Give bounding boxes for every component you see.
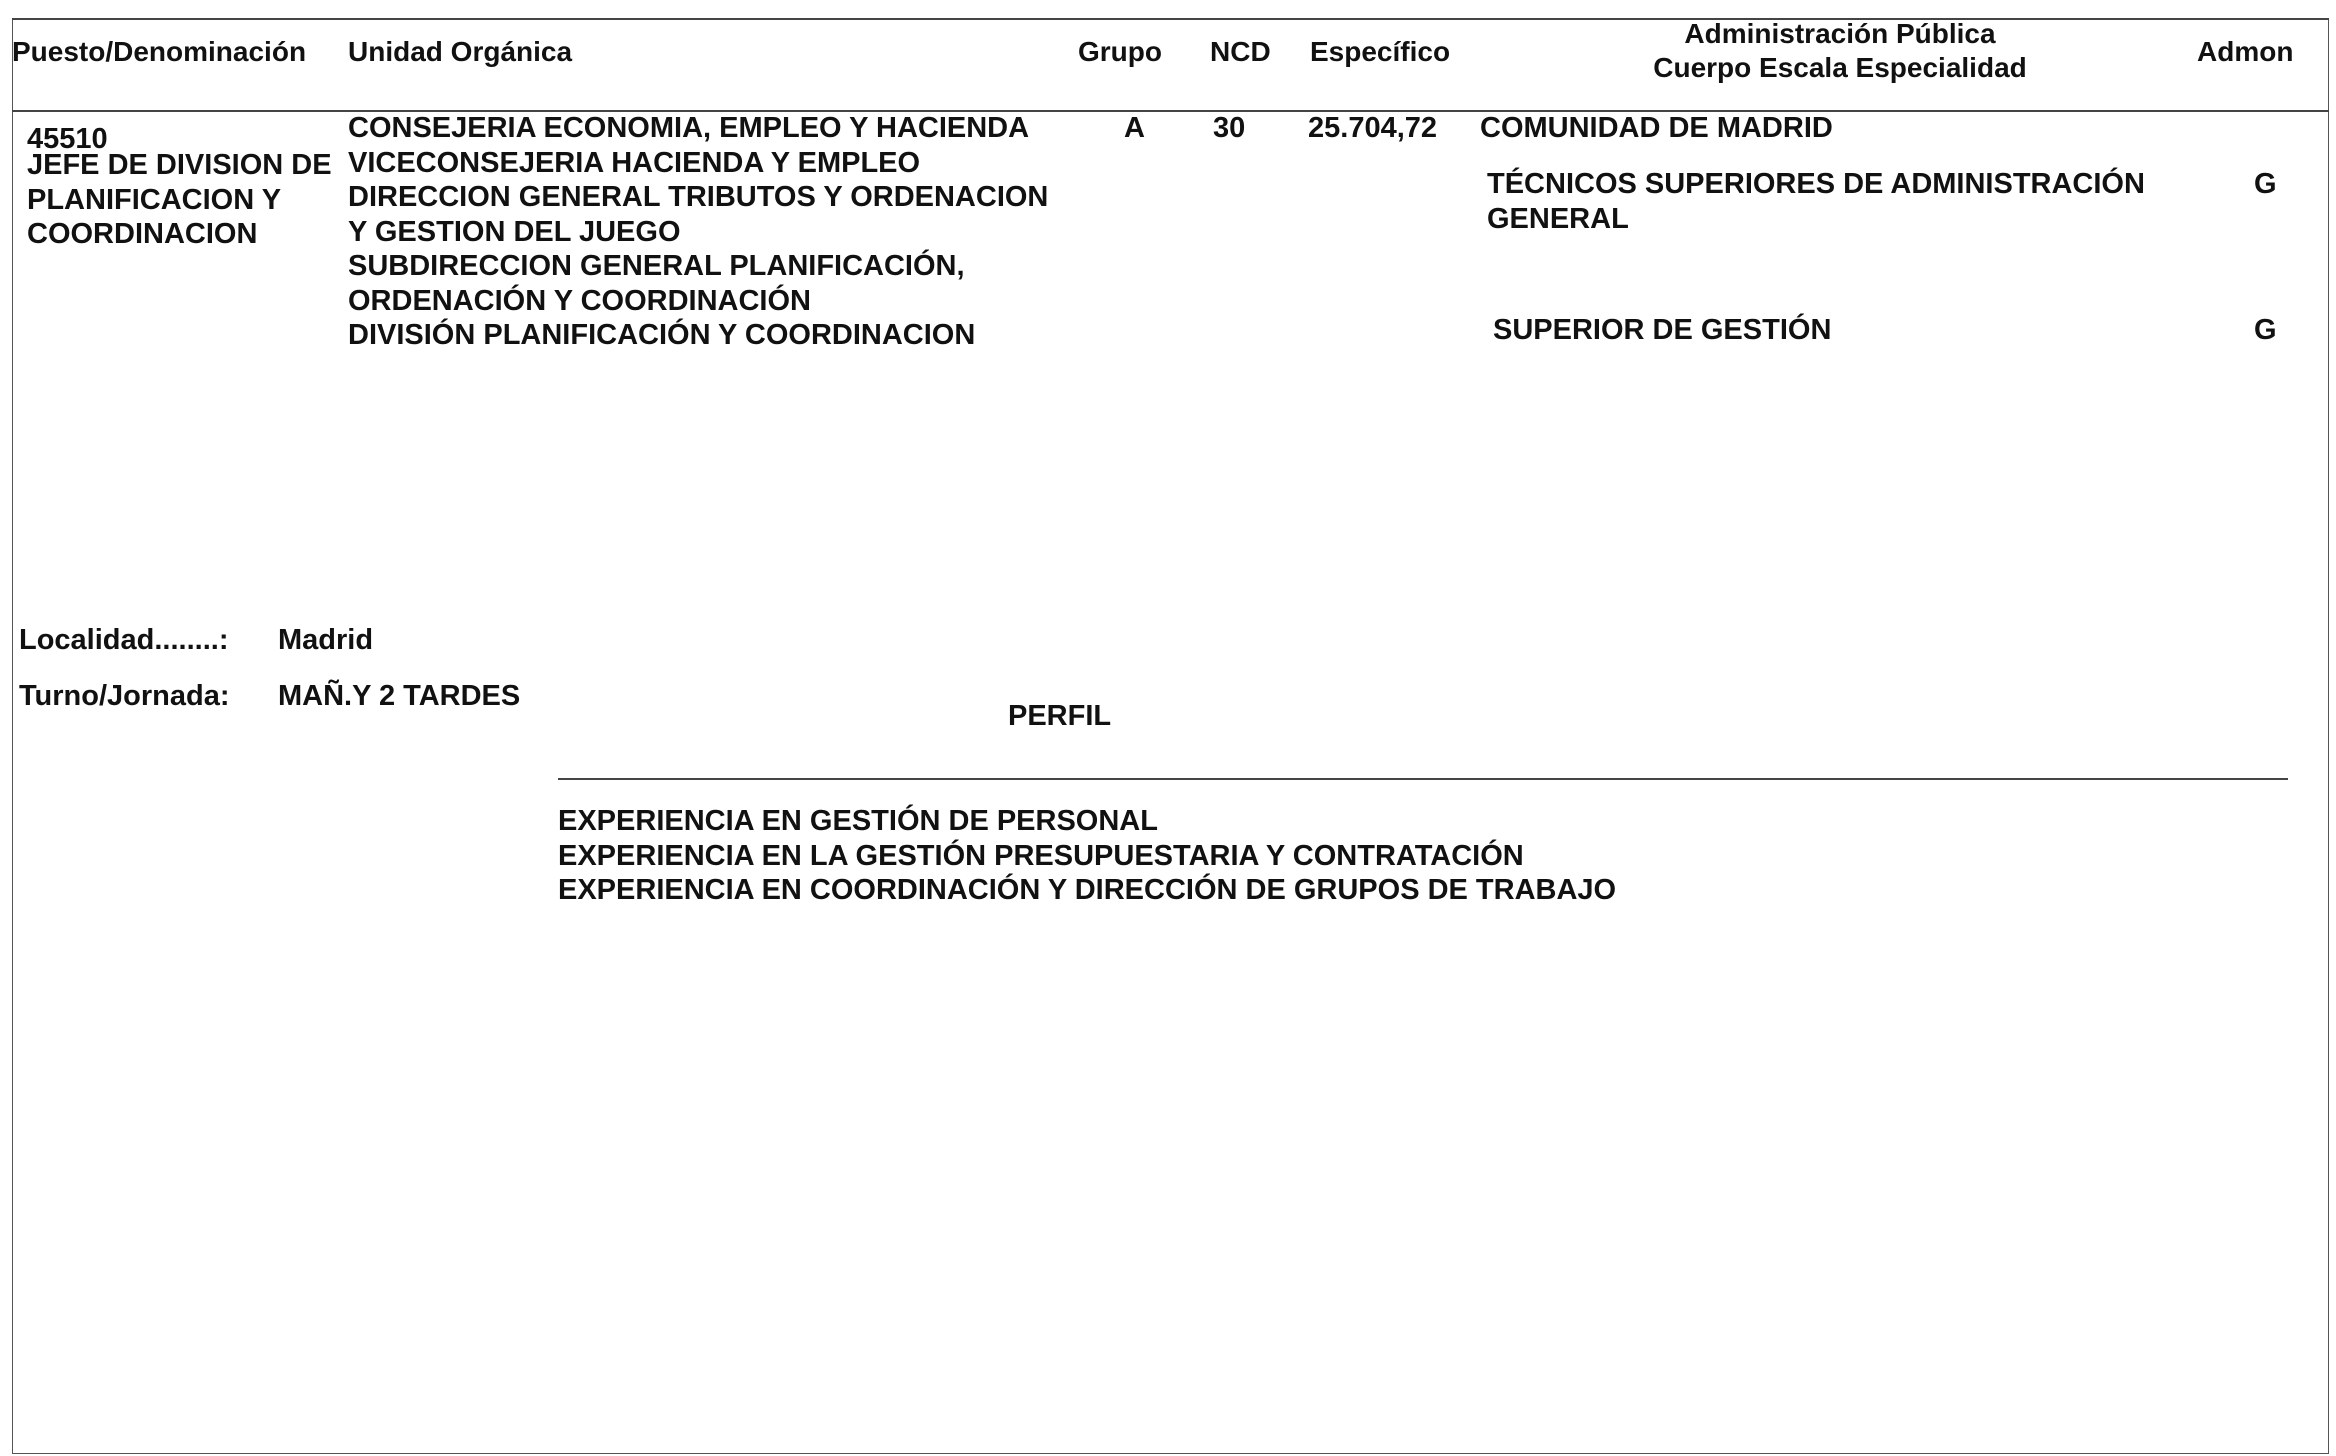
header-ncd: NCD <box>1210 36 1271 67</box>
header-administracion-publica: Administración Pública <box>1684 18 1996 49</box>
unidad-line: SUBDIRECCION GENERAL PLANIFICACIÓN, <box>348 250 965 282</box>
grupo-value: A <box>1124 112 1145 144</box>
unidad-line: CONSEJERIA ECONOMIA, EMPLEO Y HACIENDA <box>348 112 1030 144</box>
unidad-line: Y GESTION DEL JUEGO <box>348 215 681 248</box>
denominacion-line: JEFE DE DIVISION DE <box>27 149 332 181</box>
turno-label: Turno/Jornada: <box>19 680 230 712</box>
header-grupo: Grupo <box>1078 36 1162 67</box>
especifico-value: 25.704,72 <box>1308 112 1438 144</box>
escala-value: SUPERIOR DE GESTIÓN <box>1493 314 1832 346</box>
header-unidad-organica: Unidad Orgánica <box>348 36 573 67</box>
puesto-code: 45510 <box>27 123 108 155</box>
perfil-rule <box>558 778 2288 780</box>
header-cuerpo-escala-especialidad: Cuerpo Escala Especialidad <box>1653 52 2027 83</box>
localidad-value: Madrid <box>278 624 374 656</box>
unidad-line: ORDENACIÓN Y COORDINACIÓN <box>348 284 811 317</box>
denominacion-line: COORDINACION <box>27 218 258 250</box>
perfil-item: EXPERIENCIA EN COORDINACIÓN Y DIRECCIÓN DE GRUPOS DE TRABAJO <box>558 874 1617 906</box>
unidad-line: DIVISIÓN PLANIFICACIÓN Y COORDINACION <box>348 319 976 351</box>
header-puesto: Puesto/Denominación <box>12 36 307 67</box>
header-admon: Admon <box>2197 36 2294 67</box>
denominacion-line: PLANIFICACION Y <box>27 183 282 216</box>
cuerpo-line: TÉCNICOS SUPERIORES DE ADMINISTRACIÓN <box>1487 168 2145 200</box>
cuerpo-line: GENERAL <box>1487 202 1629 235</box>
header-especifico: Específico <box>1310 36 1451 67</box>
admon-value: G <box>2254 314 2277 346</box>
localidad-label: Localidad........: <box>19 624 229 656</box>
turno-value: MAÑ.Y 2 TARDES <box>278 680 521 712</box>
administracion-entidad: COMUNIDAD DE MADRID <box>1480 112 1833 144</box>
ncd-value: 30 <box>1213 112 1246 144</box>
unidad-line: VICECONSEJERIA HACIENDA Y EMPLEO <box>348 146 921 179</box>
unidad-line: DIRECCION GENERAL TRIBUTOS Y ORDENACION <box>348 181 1049 213</box>
perfil-title: PERFIL <box>1008 700 1112 732</box>
admon-value: G <box>2254 168 2277 200</box>
perfil-item: EXPERIENCIA EN LA GESTIÓN PRESUPUESTARIA Y CONTRATACIÓN <box>558 839 1524 872</box>
perfil-item: EXPERIENCIA EN GESTIÓN DE PERSONAL <box>558 805 1158 837</box>
